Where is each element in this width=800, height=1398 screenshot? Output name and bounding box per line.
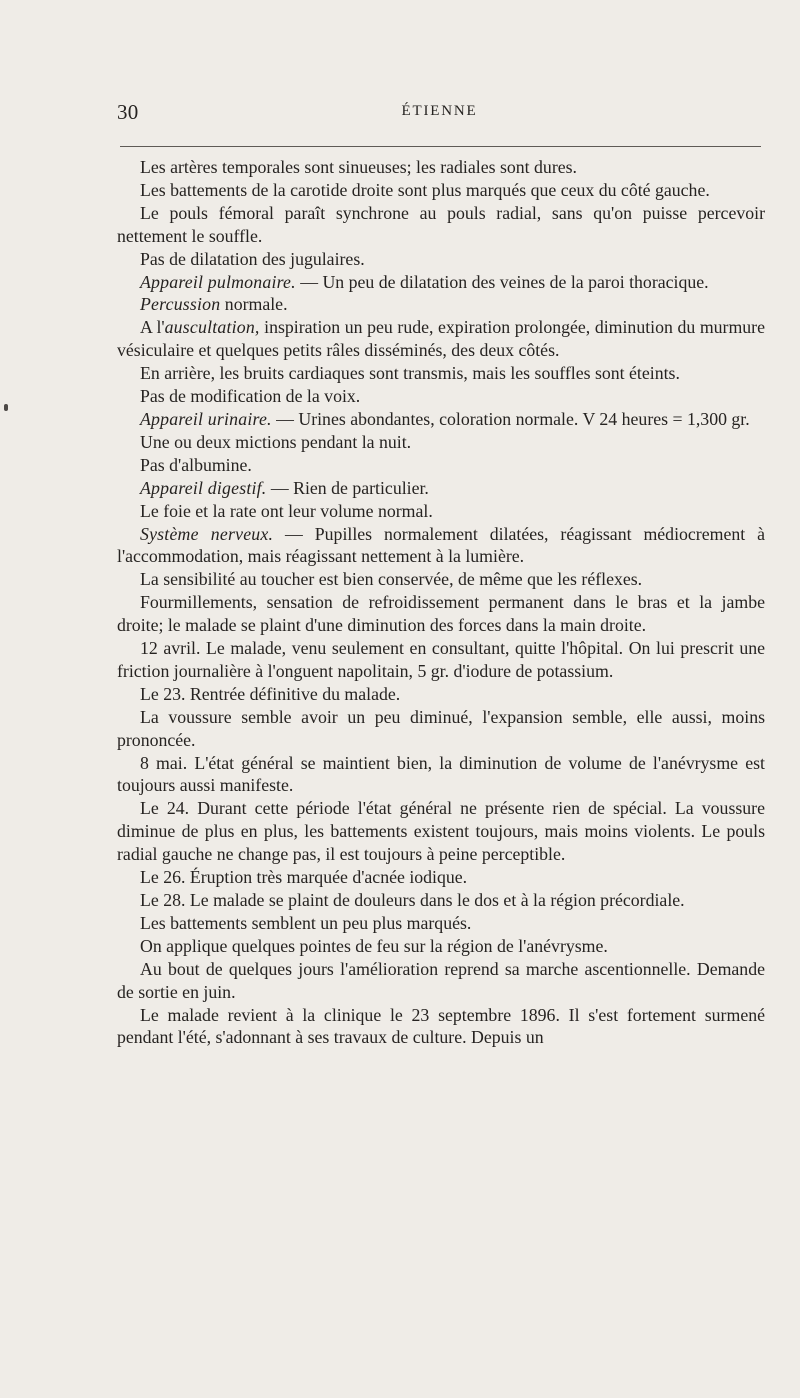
paragraph: Pas de modification de la voix.: [140, 386, 361, 407]
paragraph: La sensibilité au toucher est bien conservée, de même que les réflexes.: [140, 569, 643, 590]
paragraph: Le malade revient à la clinique le 23 septembre 1896. Il s'est fortement surmené pendant l'été, s'adonnant à ses travaux de culture. Depuis un: [117, 1004, 765, 1048]
page-header: [117, 100, 762, 128]
paragraph: Appareil urinaire. — Urines abondantes, coloration normale. V 24 heures = 1,300 gr.: [140, 408, 750, 429]
paragraph: On applique quelques pointes de feu sur la région de l'anévrysme.: [140, 935, 608, 956]
paragraph: Appareil pulmonaire. — Un peu de dilatation des veines de la paroi thoracique.: [140, 271, 709, 292]
paragraph: Le 26. Éruption très marquée d'acnée iodique.: [140, 867, 468, 888]
paragraph: Le pouls fémoral paraît synchrone au pouls radial, sans qu'on puisse percevoir nettement le souffle.: [117, 202, 765, 246]
paragraph: Pas d'albumine.: [140, 454, 252, 475]
paragraph: Le 28. Le malade se plaint de douleurs dans le dos et à la région précordiale.: [140, 890, 685, 910]
body-text: [117, 156, 765, 1049]
section-heading: Percussion: [140, 294, 221, 315]
section-heading: Appareil pulmonaire.: [140, 271, 296, 292]
paragraph: Le 24. Durant cette période l'état général ne présente rien de spécial. La voussure diminue de plus en plus, les battements existent toujours, mais moins violents. Le pouls radial gauche ne change pas, il est toujours à peine perceptible.: [117, 798, 765, 865]
paragraph: La voussure semble avoir un peu diminué, l'expansion semble, elle aussi, moins prononcée.: [117, 706, 765, 750]
section-heading: Appareil digestif.: [140, 477, 267, 498]
paragraph: Les battements de la carotide droite sont plus marqués que ceux du côté gauche.: [140, 179, 710, 200]
page-number: 30: [117, 100, 139, 124]
paragraph: Les artères temporales sont sinueuses; les radiales sont dures.: [140, 157, 578, 177]
margin-mark: [4, 404, 8, 411]
section-heading: auscultation,: [164, 317, 260, 338]
paragraph: Au bout de quelques jours l'amélioration reprend sa marche ascentionnelle. Demande de sortie en juin.: [117, 958, 765, 1002]
paragraph: Pas de dilatation des jugulaires.: [140, 248, 365, 269]
paragraph: Système nerveux. — Pupilles normalement dilatées, réagissant médiocrement à l'accommodation, mais réagissant nettement à la lumière.: [117, 523, 765, 567]
paragraph: 12 avril. Le malade, venu seulement en consultant, quitte l'hôpital. On lui prescrit une friction journalière à l'onguent napolitain, 5 gr. d'iodure de potassium.: [117, 638, 765, 681]
running-title: ÉTIENNE: [401, 103, 478, 119]
header-rule: [120, 146, 761, 147]
paragraph: Le 23. Rentrée définitive du malade.: [140, 683, 401, 704]
paragraph: En arrière, les bruits cardiaques sont transmis, mais les souffles sont éteints.: [140, 363, 680, 384]
paragraph: A l'auscultation, inspiration un peu rude, expiration prolongée, diminution du murmure vésiculaire et quelques petits râles disséminés, des deux côtés.: [117, 317, 765, 361]
paragraph: Fourmillements, sensation de refroidissement permanent dans le bras et la jambe droite; le malade se plaint d'une diminution des forces dans la main droite.: [117, 592, 765, 636]
paragraph: Percussion normale.: [140, 294, 288, 315]
paragraph: Une ou deux mictions pendant la nuit.: [140, 431, 412, 452]
paragraph: Le foie et la rate ont leur volume normal.: [140, 500, 433, 521]
section-heading: Appareil urinaire.: [140, 408, 272, 429]
paragraph: Appareil digestif. — Rien de particulier.: [140, 477, 429, 498]
section-heading: Système nerveux.: [140, 523, 274, 544]
paragraph: 8 mai. L'état général se maintient bien, la diminution de volume de l'anévrysme est toujours aussi manifeste.: [117, 752, 765, 796]
paragraph: Les battements semblent un peu plus marqués.: [140, 912, 472, 933]
